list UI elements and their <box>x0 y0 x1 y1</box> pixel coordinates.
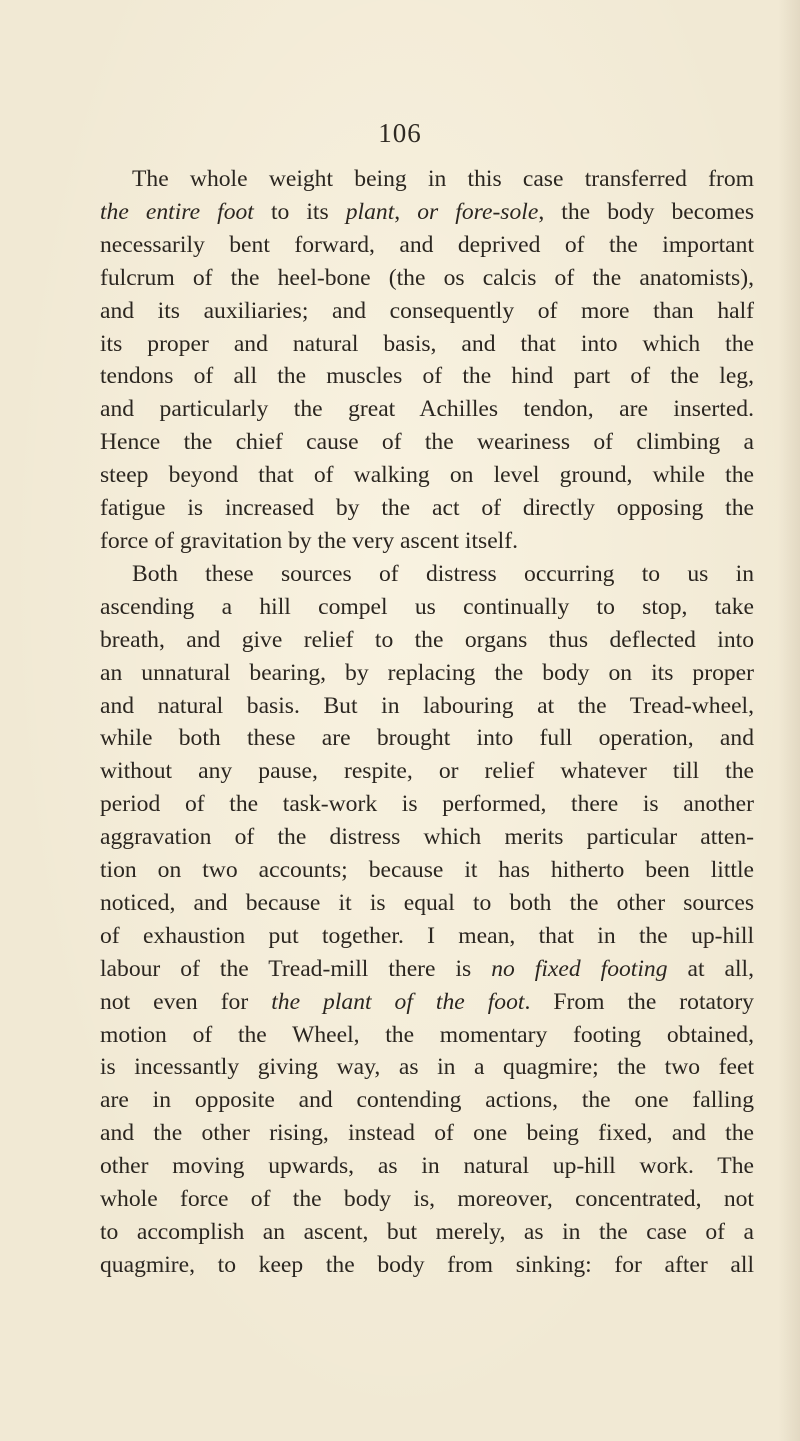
italic-text: or fore-sole <box>417 198 539 225</box>
text-line: and particularly the great Achilles tendon, are inserted. <box>100 396 754 423</box>
text-line <box>100 986 754 1019</box>
text-run: labour of the Tread-mill there is <box>100 955 492 982</box>
text-line: and its auxiliaries; and consequently of more than half <box>100 297 754 324</box>
page-edge-shadow <box>778 0 800 1441</box>
italic-text: plant <box>345 198 395 225</box>
text-line: without any pause, respite, or relief whatever till the <box>100 758 754 785</box>
text-line: fatigue is increased by the act of directly opposing the <box>100 495 754 522</box>
text-run: not even for <box>100 988 272 1015</box>
text-line: is incessantly giving way, as in a quagmire; the two feet <box>100 1054 754 1081</box>
text-run: at all, <box>667 955 754 982</box>
text-line: force of gravitation by the very ascent itself. <box>100 527 518 554</box>
text-line: noticed, and because it is equal to both the other sources <box>100 889 754 916</box>
italic-text: the entire foot <box>100 198 254 225</box>
text-line: and natural basis. But in labouring at the Tread-wheel, <box>100 692 754 719</box>
text-line: tion on two accounts; because it has hitherto been little <box>100 857 754 884</box>
text-line: Hence the chief cause of the weariness of climbing a <box>100 429 754 456</box>
text-run: to its <box>253 198 346 225</box>
body-text <box>100 163 754 1282</box>
text-line: Both these sources of distress occurring to us in <box>132 560 754 587</box>
italic-text: the plant of the foot <box>271 988 525 1015</box>
text-run: , the body becomes <box>538 198 755 225</box>
text-line: aggravation of the distress which merits particular atten- <box>100 824 754 851</box>
text-line: of exhaustion put together. I mean, that in the up-hill <box>100 922 754 949</box>
text-run: . From the rotatory <box>524 988 754 1015</box>
text-line: quagmire, to keep the body from sinking: for after all <box>100 1251 754 1278</box>
text-line: to accomplish an ascent, but merely, as in the case of a <box>100 1219 754 1245</box>
text-line: tendons of all the muscles of the hind part of the leg, <box>100 363 754 390</box>
text-line: an unnatural bearing, by replacing the body on its proper <box>100 659 754 686</box>
text-line: other moving upwards, as in natural up-hill work. The <box>100 1153 754 1180</box>
text-line: period of the task-work is performed, there is another <box>100 791 754 818</box>
text-line: are in opposite and contending actions, the one falling <box>100 1087 754 1114</box>
text-line: necessarily bent forward, and deprived of the important <box>100 231 754 258</box>
text-line: motion of the Wheel, the momentary footing obtained, <box>100 1021 754 1048</box>
italic-text: no fixed footing <box>491 955 668 982</box>
text-line: while both these are brought into full operation, and <box>100 725 754 752</box>
text-line: steep beyond that of walking on level ground, while the <box>100 462 754 489</box>
page-number: 106 <box>378 118 422 148</box>
text-line <box>100 953 754 986</box>
text-line: and the other rising, instead of one being fixed, and the <box>100 1120 754 1147</box>
text-run: , <box>394 198 418 225</box>
text-line: ascending a hill compel us continually to stop, take <box>100 593 754 620</box>
text-line: The whole weight being in this case transferred from <box>132 166 754 192</box>
text-line: its proper and natural basis, and that into which the <box>100 330 754 357</box>
text-line: whole force of the body is, moreover, concentrated, not <box>100 1186 754 1213</box>
text-line: fulcrum of the heel-bone (the os calcis of the anatomists), <box>100 264 754 291</box>
text-line <box>100 196 754 229</box>
text-line: breath, and give relief to the organs thus deflected into <box>100 626 754 653</box>
